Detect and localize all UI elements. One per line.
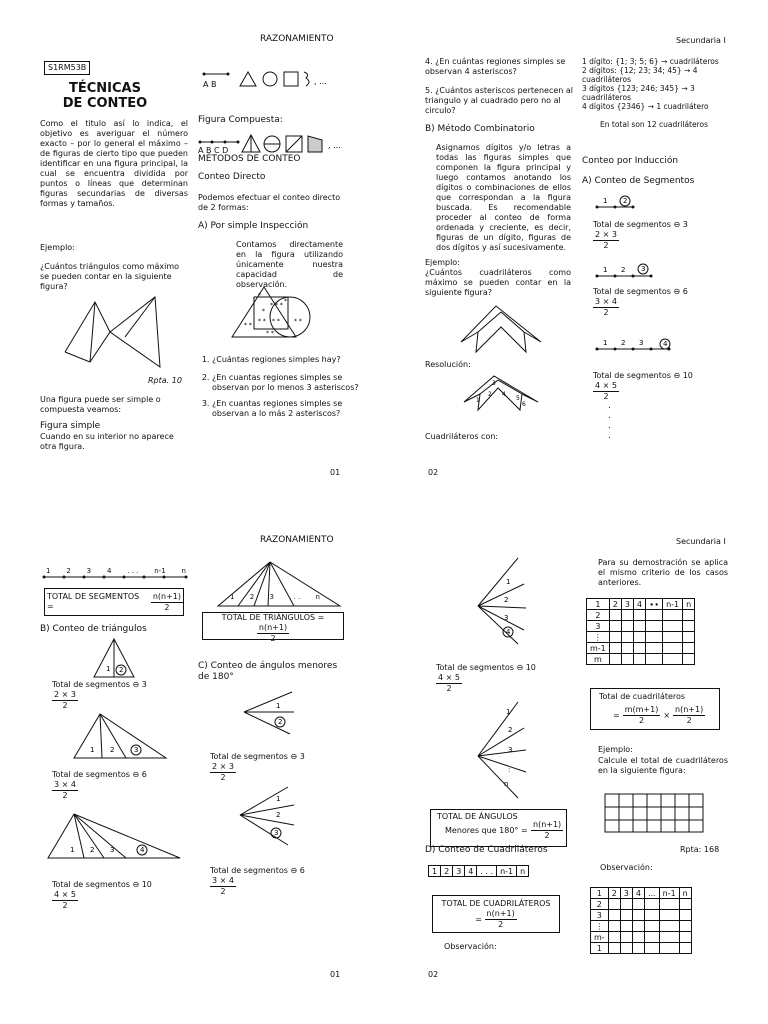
segment-result-1: Total de segmentos ⊖ 3 2 × 3 2 bbox=[593, 220, 688, 250]
observation-label-2: Observación: bbox=[600, 863, 653, 872]
segment-result-3: Total de segmentos ⊖ 10 4 × 5 2 bbox=[593, 371, 693, 401]
segments-title: A) Conteo de Segmentos bbox=[582, 176, 695, 186]
grid-header-cell: 1 bbox=[591, 888, 609, 899]
svg-text:3: 3 bbox=[641, 265, 646, 273]
page-number-1: 01 bbox=[330, 468, 341, 477]
intro-paragraph: Como el titulo así lo indica, el objetivo es averiguar el número exacto – por lo general el máximo – de figuras de cierto tipo que pueden identificar en una figura principal, la cual se encuentra dividida por puntos o líneas que determinan figuras secundarias de diversas formas y tamaños. bbox=[40, 119, 188, 208]
total-angles-title: TOTAL DE ÁNGULOS bbox=[437, 812, 518, 821]
svg-text:3: 3 bbox=[492, 380, 496, 387]
total-quads-label: TOTAL DE CUADRILÁTEROS bbox=[441, 899, 551, 908]
svg-text:1: 1 bbox=[506, 578, 511, 586]
resolution-label: Resolución: bbox=[425, 360, 471, 369]
grid-row-label: ⋮ bbox=[591, 921, 609, 932]
triangle-fraction bbox=[52, 890, 78, 911]
svg-text:* *: * * bbox=[294, 318, 302, 325]
combinatorial-title: B) Método Combinatorio bbox=[425, 124, 535, 134]
quads-with-label: Cuadriláteros con: bbox=[425, 432, 499, 441]
fraction-numerator: m(m+1) bbox=[624, 705, 659, 714]
fraction-denominator: 2 bbox=[544, 831, 550, 840]
svg-text:* *: * * bbox=[244, 322, 252, 329]
svg-text:2: 2 bbox=[278, 718, 283, 726]
fraction-numerator: 2 × 3 bbox=[210, 762, 236, 773]
formula-fraction bbox=[257, 623, 289, 644]
segment-line-labels bbox=[46, 567, 186, 575]
angle-result-value: 3 bbox=[299, 752, 305, 761]
segment-diagram-1 bbox=[595, 193, 645, 213]
header-title-bottom: RAZONAMIENTO bbox=[260, 535, 334, 545]
seg-label: . . . bbox=[127, 567, 139, 575]
svg-text:4: 4 bbox=[663, 340, 668, 348]
triangle-result-label: Total de segmentos bbox=[52, 680, 130, 689]
svg-text:1: 1 bbox=[70, 846, 75, 854]
fraction-numerator: 3 × 4 bbox=[210, 876, 236, 887]
example-question-2: ¿Cuántos cuadriláteros como máximo se pueden contar en la siguiente figura? bbox=[425, 268, 571, 297]
triangle-result-label: Total de segmentos bbox=[52, 880, 130, 889]
fraction-denominator: 2 bbox=[446, 684, 452, 693]
svg-text::: : bbox=[508, 766, 511, 774]
svg-text:3: 3 bbox=[504, 614, 509, 622]
total-cuad-formula: = $\frac{m(m+1)}{2}$ × $\frac{n(n+1)}{2}$ bbox=[613, 705, 704, 725]
induction-title: Conteo por Inducción bbox=[582, 156, 679, 166]
triangle-result-value: 10 bbox=[141, 880, 152, 889]
triangle-fan-n bbox=[214, 560, 344, 610]
triangle-result-2: Total de segmentos ⊖ 6 3 × 4 2 bbox=[52, 770, 147, 800]
grid-header-cell: n bbox=[679, 888, 691, 899]
seg-label: 1 bbox=[46, 567, 51, 575]
segment-result-label: Total de segmentos bbox=[593, 371, 671, 380]
fraction-numerator: 4 × 5 bbox=[593, 381, 619, 392]
fan-label: n bbox=[315, 593, 320, 601]
quad-cell: 4 bbox=[465, 866, 477, 877]
svg-text:4: 4 bbox=[140, 846, 145, 854]
angle-fan-1 bbox=[240, 688, 300, 738]
fraction-denominator: 2 bbox=[62, 901, 68, 910]
total-quads-formula: = $\frac{n(n+1)}{2}$ bbox=[475, 909, 515, 929]
methods-title: MÉTODOS DE CONTEO bbox=[198, 154, 301, 164]
formula-fraction-n bbox=[673, 705, 705, 726]
grid-header-cell: n-1 bbox=[663, 599, 683, 610]
example-label-4: Ejemplo: bbox=[598, 745, 633, 754]
formula-fraction bbox=[485, 909, 517, 930]
svg-text:5: 5 bbox=[516, 395, 520, 402]
svg-text:*: * bbox=[284, 298, 287, 305]
grid-header-cell: 4 bbox=[632, 888, 644, 899]
fraction-numerator: n(n+1) bbox=[533, 820, 562, 829]
fan-label: . . . bbox=[289, 593, 301, 601]
numbered-figure bbox=[460, 372, 550, 414]
fraction-denominator: 2 bbox=[498, 920, 504, 929]
quadrilateral-figure bbox=[456, 302, 546, 357]
observation-label: Observación: bbox=[444, 942, 497, 951]
total-triangles-label: TOTAL DE TRIÁNGULOS = bbox=[221, 613, 325, 622]
svg-text:* *: * * bbox=[258, 318, 266, 325]
angle-result-label: Total de segmentos bbox=[210, 752, 288, 761]
simple-shapes bbox=[200, 66, 340, 88]
quad-grid bbox=[586, 598, 695, 665]
page-number-4: 02 bbox=[428, 970, 439, 979]
svg-text:1: 1 bbox=[276, 702, 281, 710]
fraction-denominator: 2 bbox=[164, 602, 170, 612]
formula-fraction-m bbox=[623, 705, 661, 726]
header-grade-top: Secundaria I bbox=[676, 36, 726, 45]
triangle-fan-3 bbox=[44, 812, 184, 862]
angle-fraction bbox=[210, 876, 236, 897]
grid-row-label: m-1 bbox=[587, 643, 610, 654]
question-3: 3. ¿En cuantas regiones simples se observan a lo más 2 asteriscos? bbox=[212, 399, 360, 419]
question-1: 1. ¿Cuántas regiones simples hay? bbox=[212, 355, 360, 365]
seg-label: n bbox=[181, 567, 186, 575]
fraction-numerator: 4 × 5 bbox=[52, 890, 78, 901]
vertical-dots: . . . . bbox=[608, 401, 611, 441]
svg-text:* * *: * * * bbox=[270, 302, 283, 309]
segment-result-value: 6 bbox=[682, 287, 688, 296]
angle-fan-3 bbox=[474, 556, 544, 646]
triangles-figure bbox=[60, 292, 170, 372]
example-label-2: Ejemplo: bbox=[425, 258, 460, 267]
angle-result-label: Total de segmentos bbox=[210, 866, 288, 875]
question-4: 4. ¿En cuántas regiones simples se observan 4 asteriscos? bbox=[425, 57, 566, 76]
fraction-numerator: 3 × 4 bbox=[593, 297, 619, 308]
total-cuad-box bbox=[590, 688, 720, 730]
svg-text:3: 3 bbox=[274, 829, 279, 837]
total-segments-label: TOTAL DE SEGMENTOS = bbox=[47, 592, 140, 611]
svg-text:6: 6 bbox=[522, 401, 526, 408]
angle-result-value: 6 bbox=[299, 866, 305, 875]
segment-result-value: 3 bbox=[682, 220, 688, 229]
inspection-title: A) Por simple Inspección bbox=[198, 221, 309, 231]
svg-text:*: * bbox=[262, 308, 265, 315]
page-number-2: 02 bbox=[428, 468, 439, 477]
seg-label: 2 bbox=[66, 567, 71, 575]
svg-text:4: 4 bbox=[506, 628, 511, 636]
angle-result-3: Total de segmentos ⊖ 10 4 × 5 2 bbox=[436, 663, 536, 693]
digits-line-1: 1 dígito: {1; 3; 5; 6} → cuadriláteros bbox=[582, 57, 719, 66]
fraction-numerator: 2 × 3 bbox=[593, 230, 619, 241]
svg-text:* *: * * bbox=[272, 318, 280, 325]
quad-strip bbox=[428, 865, 529, 877]
grid-header-cell: ∙∙ bbox=[646, 599, 663, 610]
quad-cell: 3 bbox=[453, 866, 465, 877]
svg-text:3: 3 bbox=[639, 339, 644, 347]
segment-result-label: Total de segmentos bbox=[593, 220, 671, 229]
svg-text:, ...: , ... bbox=[328, 141, 341, 150]
segment-diagram-2 bbox=[595, 262, 655, 282]
total-quads-box bbox=[432, 895, 560, 933]
svg-text:2: 2 bbox=[488, 391, 492, 398]
grid-header-cell: n-1 bbox=[659, 888, 679, 899]
svg-text:3: 3 bbox=[508, 746, 513, 754]
quad-cell: n-1 bbox=[497, 866, 517, 877]
quad-cell: 1 bbox=[429, 866, 441, 877]
triangle-result-3: Total de segmentos ⊖ 10 4 × 5 2 bbox=[52, 880, 152, 910]
svg-text:2: 2 bbox=[508, 726, 513, 734]
demonstration-text: Para su demostración se aplica el mismo criterio de los casos anteriores. bbox=[598, 558, 728, 587]
grid-row-label: m bbox=[587, 654, 610, 665]
svg-text:1: 1 bbox=[603, 197, 608, 205]
grid-row-label: 3 bbox=[591, 910, 609, 921]
answer-rpta: Rpta. 10 bbox=[148, 376, 182, 385]
total-cuad-label: Total de cuadriláteros bbox=[599, 692, 686, 701]
svg-text:3: 3 bbox=[134, 746, 139, 754]
quad-cell: . . . bbox=[477, 866, 497, 877]
svg-text:2: 2 bbox=[276, 811, 281, 819]
angle-fraction bbox=[436, 673, 462, 694]
svg-text:3: 3 bbox=[110, 846, 115, 854]
fraction-denominator: 2 bbox=[220, 887, 226, 896]
fraction-numerator: 3 × 4 bbox=[52, 780, 78, 791]
total-angles-box bbox=[430, 809, 567, 847]
svg-text:n: n bbox=[504, 780, 509, 788]
svg-text:1: 1 bbox=[476, 397, 480, 404]
seg-label: 3 bbox=[86, 567, 92, 575]
svg-text:1: 1 bbox=[276, 795, 281, 803]
angle-result-value: 10 bbox=[525, 663, 536, 672]
angles-title: C) Conteo de ángulos menores de 180° bbox=[198, 661, 338, 682]
angle-fraction bbox=[210, 762, 236, 783]
fraction-denominator: 2 bbox=[638, 716, 645, 725]
grid-header-cell: n bbox=[683, 599, 695, 610]
triangle-fan-1 bbox=[90, 637, 140, 681]
digits-list bbox=[582, 57, 728, 111]
venn-figure bbox=[228, 283, 318, 343]
fraction-denominator: 2 bbox=[220, 773, 226, 782]
grid-row-label: 3 bbox=[587, 621, 610, 632]
code-badge: S1RM53B bbox=[44, 61, 90, 75]
svg-text:1: 1 bbox=[106, 665, 111, 673]
triangle-result-value: 3 bbox=[141, 680, 147, 689]
svg-text:4: 4 bbox=[502, 391, 506, 398]
segment-result-label: Total de segmentos bbox=[593, 287, 671, 296]
angle-result-label: Total de segmentos bbox=[436, 663, 514, 672]
fraction-denominator: 2 bbox=[62, 701, 68, 710]
grid-header-cell: ... bbox=[644, 888, 659, 899]
direct-count-desc: Podemos efectuar el conteo directo de 2 formas: bbox=[198, 193, 341, 212]
question-2: 2. ¿En cuantas regiones simples se observan por lo menos 3 asteriscos? bbox=[212, 373, 360, 393]
triangles-title: B) Conteo de triángulos bbox=[40, 624, 147, 634]
combinatorial-desc: Asignamos dígitos y/o letras a todas las figuras simples que componen la figura principal y luego contamos anotando los dígitos o combinaciones de ellos que correspondan a la figura buscada. Es recomendable proceder al conteo de forma ordenada y creciente, es decir, figuras de un dígito, figuras de dos dígitos y así sucesivamente. bbox=[436, 143, 571, 252]
example-question-4: Calcule el total de cuadriláteros en la siguiente figura: bbox=[598, 756, 728, 775]
quad-cell: n bbox=[517, 866, 529, 877]
svg-text:2: 2 bbox=[110, 746, 115, 754]
example-question: ¿Cuántos triángulos como máximo se pueden contar en la siguiente figura? bbox=[40, 262, 180, 291]
quad-cell: 2 bbox=[441, 866, 453, 877]
angle-result-1: Total de segmentos ⊖ 3 2 × 3 2 bbox=[210, 752, 305, 782]
direct-count-title: Conteo Directo bbox=[198, 172, 266, 182]
digits-line-3: 3 dígitos {123; 246; 345} → 3 cuadriláteros bbox=[582, 84, 695, 102]
segment-diagram-3 bbox=[595, 337, 675, 357]
fan-labels bbox=[230, 593, 320, 601]
svg-text:2: 2 bbox=[621, 339, 626, 347]
header-title-top: RAZONAMIENTO bbox=[260, 34, 334, 44]
grid-row-label: 1 bbox=[591, 943, 609, 954]
triangle-fan-2 bbox=[70, 712, 170, 762]
grid-header-cell: 3 bbox=[620, 888, 632, 899]
segment-result-2: Total de segmentos ⊖ 6 3 × 4 2 bbox=[593, 287, 688, 317]
grid-header-cell: 4 bbox=[633, 599, 645, 610]
svg-text:, ...: , ... bbox=[314, 77, 327, 86]
formula-fraction bbox=[151, 592, 183, 613]
grid-row-label: 2 bbox=[587, 610, 610, 621]
fraction-denominator: 2 bbox=[62, 791, 68, 800]
angle-fan-2 bbox=[236, 785, 300, 847]
fraction-numerator: n(n+1) bbox=[152, 591, 181, 601]
fraction-numerator: n(n+1) bbox=[258, 623, 288, 632]
svg-text:1: 1 bbox=[603, 266, 608, 274]
segment-result-value: 10 bbox=[682, 371, 693, 380]
fraction-denominator: 2 bbox=[603, 308, 609, 317]
fan-label: 3 bbox=[269, 593, 274, 601]
compound-title: Figura Compuesta: bbox=[198, 115, 283, 125]
svg-text:*: * bbox=[258, 292, 261, 299]
triangle-result-1: Total de segmentos ⊖ 3 2 × 3 2 bbox=[52, 680, 147, 710]
grid-header-cell: 3 bbox=[621, 599, 633, 610]
segment-fraction bbox=[593, 297, 619, 318]
simple-title: Figura simple bbox=[40, 421, 101, 431]
grid-row-label: ⋮ bbox=[587, 632, 610, 643]
grid-row-label: 2 bbox=[591, 899, 609, 910]
fraction-numerator: 4 × 5 bbox=[436, 673, 462, 684]
segment-labels: A B bbox=[203, 80, 217, 89]
svg-text:2: 2 bbox=[504, 596, 509, 604]
svg-text:1: 1 bbox=[90, 746, 95, 754]
digits-total: En total son 12 cuadriláteros bbox=[600, 120, 709, 129]
fraction-denominator: 2 bbox=[603, 241, 609, 250]
fraction-numerator: n(n+1) bbox=[486, 909, 515, 918]
angle-result-2: Total de segmentos ⊖ 6 3 × 4 2 bbox=[210, 866, 305, 896]
observation-grid bbox=[590, 887, 692, 954]
fraction-denominator: 2 bbox=[686, 716, 692, 725]
segment-fraction bbox=[593, 381, 619, 402]
question-5: 5. ¿Cuántos asteriscos pertenecen al triangulo y al cuadrado pero no al circulo? bbox=[425, 86, 574, 115]
simple-or-compound: Una figura puede ser simple o compuesta veamos: bbox=[40, 395, 161, 414]
grid-header-cell: 2 bbox=[609, 599, 621, 610]
seg-label: n-1 bbox=[154, 567, 166, 575]
page-number-3: 01 bbox=[330, 970, 341, 979]
formula-fraction bbox=[531, 820, 563, 841]
digits-line-4: 4 dígitos {2346} → 1 cuadrilátero bbox=[582, 102, 709, 111]
fraction-denominator: 2 bbox=[603, 392, 609, 401]
svg-text:2: 2 bbox=[119, 666, 124, 674]
svg-text:1: 1 bbox=[603, 339, 608, 347]
total-triangles-box bbox=[202, 612, 344, 643]
svg-text:1: 1 bbox=[506, 708, 511, 716]
seg-label: 4 bbox=[106, 567, 112, 575]
digits-line-2: 2 dígitos: {12; 23; 34; 45} → 4 cuadriláteros bbox=[582, 66, 698, 84]
fraction-numerator: 2 × 3 bbox=[52, 690, 78, 701]
total-angles-sub: Menores que 180° = bbox=[445, 826, 528, 835]
fan-label: 1 bbox=[230, 593, 235, 601]
page-title: TÉCNICAS DE CONTEO bbox=[62, 81, 148, 111]
answer-rpta-4: Rpta: 168 bbox=[680, 845, 720, 854]
fraction-numerator: n(n+1) bbox=[675, 705, 704, 714]
triangle-fraction bbox=[52, 780, 78, 801]
triangle-fraction bbox=[52, 690, 78, 711]
inspection-desc: Contamos directamente en la figura utilizando únicamente nuestra capacidad de observación. bbox=[236, 240, 343, 289]
segment-fraction bbox=[593, 230, 619, 251]
svg-text:2: 2 bbox=[90, 846, 95, 854]
total-segments-box bbox=[44, 588, 184, 616]
simple-description: Cuando en su interior no aparece otra figura. bbox=[40, 432, 174, 451]
fraction-denominator: 2 bbox=[270, 634, 276, 643]
angle-fan-n bbox=[474, 700, 544, 800]
header-grade-bottom: Secundaria I bbox=[676, 537, 726, 546]
triangle-result-label: Total de segmentos bbox=[52, 770, 130, 779]
grid-header-cell: 1 bbox=[587, 599, 610, 610]
grid-row-label: m- bbox=[591, 932, 609, 943]
fan-label: 2 bbox=[249, 593, 255, 601]
triangle-result-value: 6 bbox=[141, 770, 147, 779]
svg-text:2: 2 bbox=[623, 197, 628, 205]
grid-header-cell: 2 bbox=[608, 888, 620, 899]
svg-text:2: 2 bbox=[621, 266, 626, 274]
quadrilaterals-title: D) Conteo de Cuadriláteros bbox=[425, 845, 548, 855]
compound-labels: A B C D bbox=[198, 146, 229, 155]
svg-text:* *: * * bbox=[266, 330, 274, 337]
example-label: Ejemplo: bbox=[40, 243, 75, 252]
example-grid bbox=[604, 793, 706, 835]
